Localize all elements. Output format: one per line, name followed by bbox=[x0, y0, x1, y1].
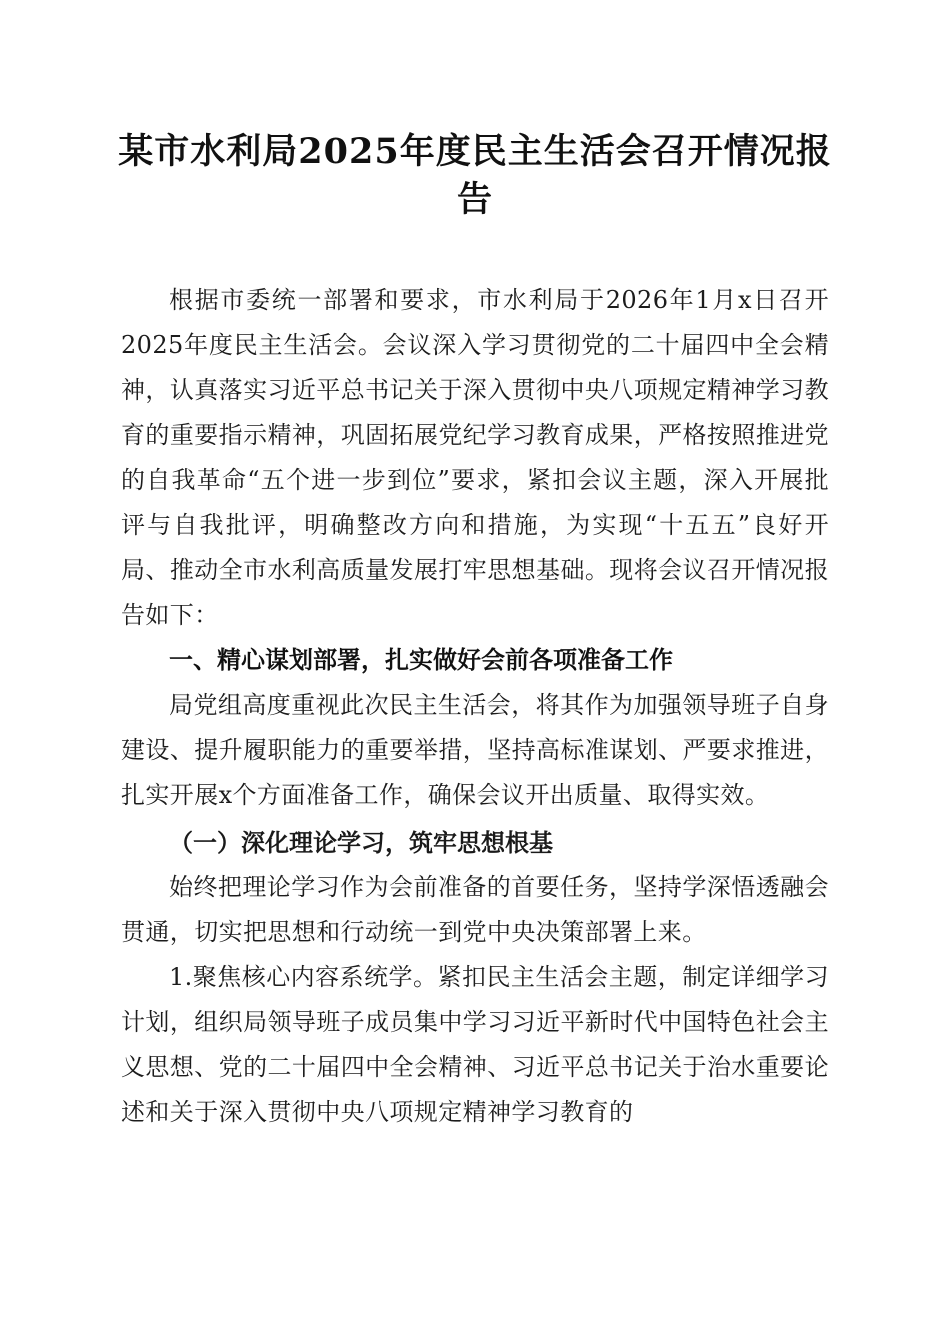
subsection-1-paragraph: 始终把理论学习作为会前准备的首要任务，坚持学深悟透融会贯通，切实把思想和行动统一到党中央决策部署上来。 bbox=[121, 873, 829, 946]
list-item-1: 1.聚焦核心内容系统学。紧扣民主生活会主题，制定详细学习计划，组织局领导班子成员集中学习习近平新时代中国特色社会主义思想、党的二十届四中全会精神、习近平总书记关于治水重要论述和关于深入贯彻中央八项规定精神学习教育的 bbox=[121, 963, 829, 1126]
subsection-heading-1: （一）深化理论学习，筑牢思想根基 bbox=[169, 828, 553, 857]
document-body bbox=[121, 278, 829, 1135]
section-heading-1: 一、精心谋划部署，扎实做好会前各项准备工作 bbox=[169, 646, 673, 674]
intro-paragraph: 根据市委统一部署和要求，市水利局于2026年1月x日召开2025年度民主生活会。会议深入学习贯彻党的二十届四中全会精神，认真落实习近平总书记关于深入贯彻中央八项规定精神学习教育的重要指示精神，巩固拓展党纪学习教育成果，严格按照推进党的自我革命“五个进一步到位”要求，紧扣会议主题，深入开展批评与自我批评，明确整改方向和措施，为实现“十五五”良好开局、推动全市水利高质量发展打牢思想基础。现将会议召开情况报告如下： bbox=[121, 286, 829, 629]
document-title: 某市水利局2025年度民主生活会召开情况报告 bbox=[118, 131, 832, 220]
section-1-paragraph: 局党组高度重视此次民主生活会，将其作为加强领导班子自身建设、提升履职能力的重要举措，坚持高标准谋划、严要求推进，扎实开展x个方面准备工作，确保会议开出质量、取得实效。 bbox=[121, 691, 829, 809]
